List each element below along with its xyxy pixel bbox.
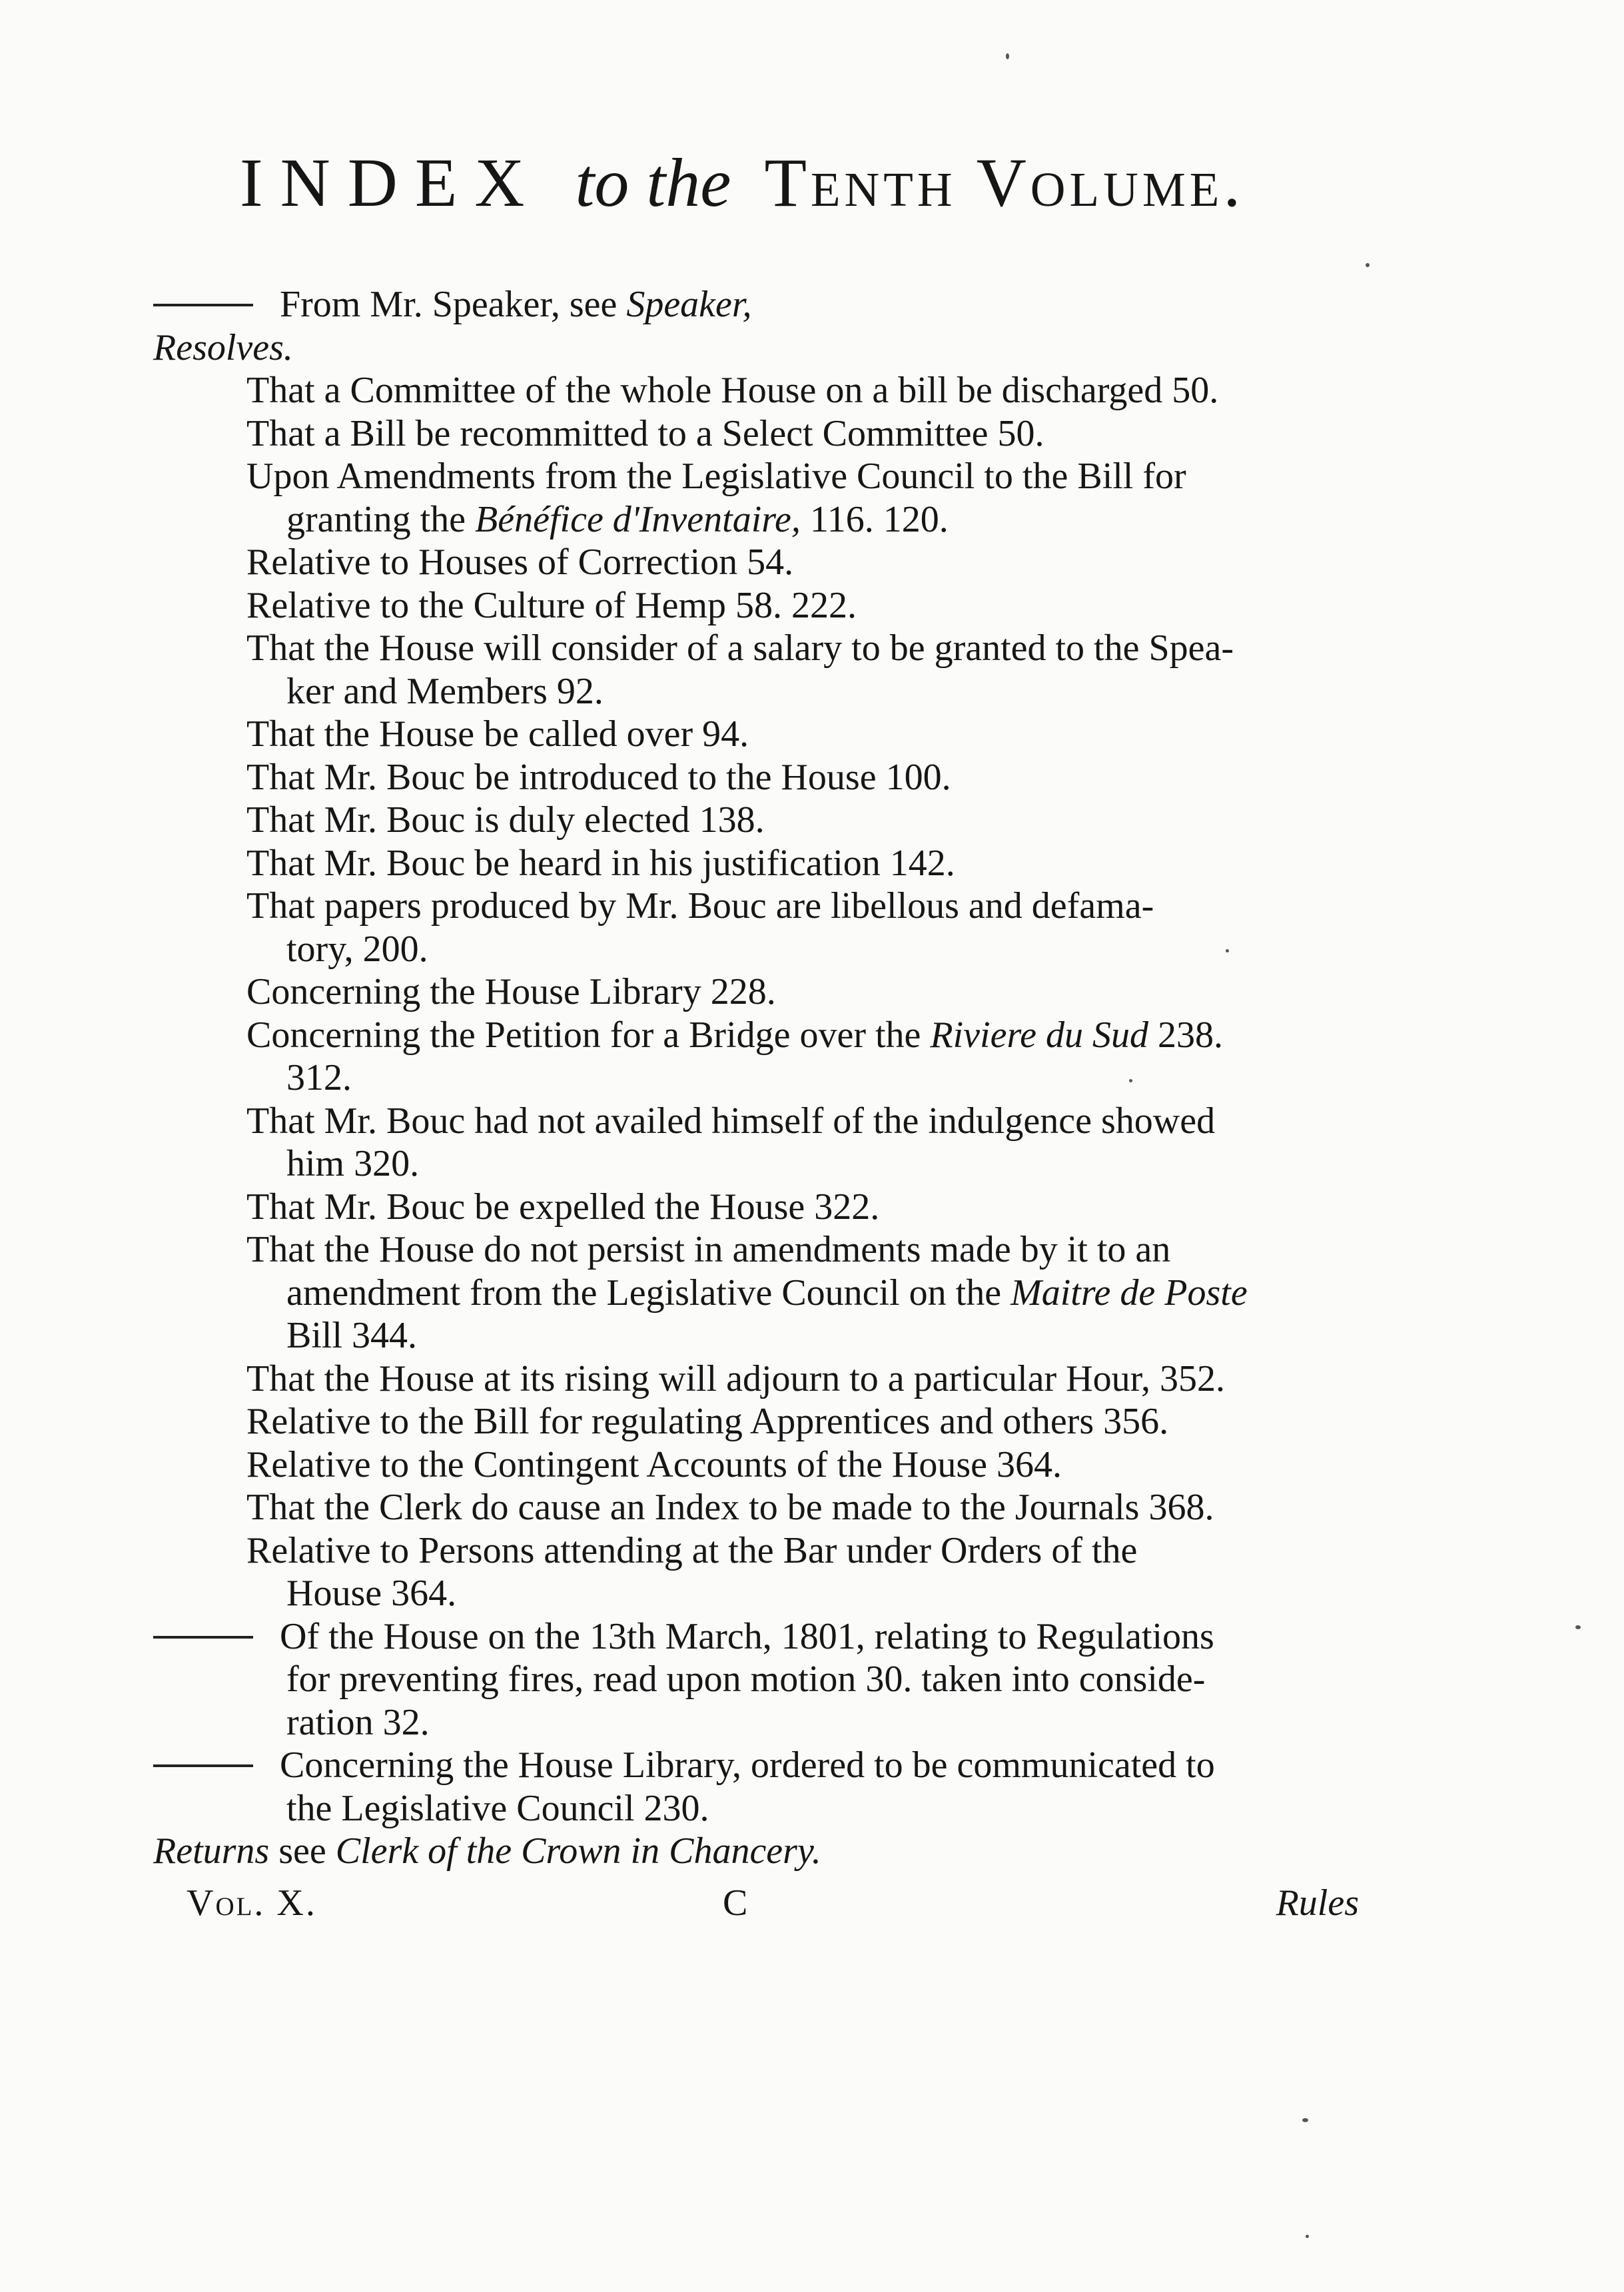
page-footer xyxy=(187,1882,1359,1935)
entry-text: granting the xyxy=(286,498,476,540)
index-entry-continuation xyxy=(153,1314,1406,1357)
entry-text: Concerning the House Library, ordered to be communicated to xyxy=(280,1744,1215,1786)
index-entry-continuation xyxy=(153,1658,1406,1701)
entry-text: tory, 200. xyxy=(286,928,428,970)
entry-text: That the House will consider of a salary to be granted to the Spea- xyxy=(246,627,1234,669)
index-entry xyxy=(153,1357,1406,1401)
entry-text: Relative to Houses of Correction 54. xyxy=(246,542,794,583)
catchword: Rules xyxy=(1276,1882,1359,1924)
entry-text: Relative to the Culture of Hemp 58. 222. xyxy=(246,584,857,626)
entry-text: That Mr. Bouc be expelled the House 322. xyxy=(246,1186,880,1228)
entry-text: Bill 344. xyxy=(286,1315,418,1356)
entry-text: That Mr. Bouc had not availed himself of the indulgence showed xyxy=(246,1100,1216,1142)
entry-text: ker and Members 92. xyxy=(286,670,604,712)
index-entry xyxy=(153,885,1406,928)
heading-volume-title: Tenth Volume. xyxy=(764,145,1245,221)
print-speck xyxy=(1226,949,1229,953)
index-entry-continuation xyxy=(153,1272,1406,1315)
entry-text: That a Bill be recommitted to a Select Committee 50. xyxy=(246,412,1044,454)
index-entry xyxy=(153,283,1406,326)
entry-italic-text: Speaker, xyxy=(626,284,752,325)
print-speck xyxy=(1575,1625,1581,1629)
entry-text: That the House be called over 94. xyxy=(246,713,749,755)
entry-text: That Mr. Bouc be introduced to the House 100. xyxy=(246,756,951,798)
index-entry xyxy=(153,541,1406,584)
index-entry xyxy=(153,412,1406,456)
entry-text: amendment from the Legislative Council on the xyxy=(286,1272,1011,1314)
index-entry xyxy=(153,369,1406,412)
entry-text: That the House do not persist in amendments made by it to an xyxy=(246,1229,1171,1270)
entry-text: ration 32. xyxy=(286,1701,430,1743)
index-entry xyxy=(153,1443,1406,1487)
index-entry xyxy=(153,1486,1406,1529)
index-entry-continuation xyxy=(153,928,1406,971)
print-speck xyxy=(1366,263,1370,267)
index-entry xyxy=(153,455,1406,498)
volume-number: Vol. X. xyxy=(187,1882,317,1924)
entry-text: That Mr. Bouc is duly elected 138. xyxy=(246,799,765,841)
index-entry-continuation xyxy=(153,498,1406,542)
entry-text: Concerning the House Library 228. xyxy=(246,971,776,1012)
entry-italic-text: Maitre de Poste xyxy=(1011,1272,1248,1314)
index-entry xyxy=(153,1615,1406,1659)
entry-text: That papers produced by Mr. Bouc are libellous and defama- xyxy=(246,885,1154,927)
index-entry xyxy=(153,1014,1406,1057)
entry-text: Concerning the Petition for a Bridge over the xyxy=(246,1014,931,1056)
index-entry xyxy=(153,1744,1406,1787)
entry-text: him 320. xyxy=(286,1143,420,1184)
entry-italic-text: Riviere du Sud xyxy=(930,1014,1149,1056)
print-speck xyxy=(1006,53,1009,59)
print-speck xyxy=(1129,1079,1132,1082)
index-entry xyxy=(153,584,1406,627)
heading-index-word: INDEX xyxy=(240,145,542,221)
index-entry xyxy=(153,627,1406,670)
entry-text: Relative to the Bill for regulating Apprentices and others 356. xyxy=(246,1401,1169,1442)
index-entry-continuation xyxy=(153,670,1406,713)
index-entry-continuation xyxy=(153,1142,1406,1186)
entry-italic-text: Resolves. xyxy=(153,326,293,368)
index-entry-continuation xyxy=(153,1787,1406,1830)
entry-text: Relative to Persons attending at the Bar under Orders of the xyxy=(246,1529,1138,1571)
entry-text: That a Committee of the whole House on a bill be discharged 50. xyxy=(246,370,1219,411)
index-entry xyxy=(153,1186,1406,1229)
index-entry xyxy=(153,326,1406,370)
entry-italic-text: Clerk of the Crown in Chancery. xyxy=(335,1830,821,1872)
index-entry xyxy=(153,1529,1406,1573)
index-entry xyxy=(153,756,1406,799)
entry-text: That the House at its rising will adjourn to a particular Hour, 352. xyxy=(246,1357,1225,1399)
entry-text: 238. xyxy=(1148,1014,1224,1056)
entry-text: Relative to the Contingent Accounts of the House 364. xyxy=(246,1443,1062,1485)
index-entry xyxy=(153,1830,1406,1873)
index-entry xyxy=(153,1100,1406,1143)
index-entry xyxy=(153,842,1406,885)
entry-italic-text: Returns xyxy=(153,1830,270,1872)
index-entry xyxy=(153,1228,1406,1272)
entry-italic-text: Bénéfice d'Inventaire, xyxy=(475,498,801,540)
index-entry xyxy=(153,799,1406,842)
heading-connector: to the xyxy=(575,145,731,221)
index-entry-continuation xyxy=(153,1572,1406,1615)
entry-text: 116. 120. xyxy=(800,498,949,540)
index-entry xyxy=(153,970,1406,1014)
entry-text: Of the House on the 13th March, 1801, relating to Regulations xyxy=(280,1615,1214,1657)
entry-text: 312. xyxy=(286,1057,352,1098)
index-entry xyxy=(153,1400,1406,1443)
entry-text: House 364. xyxy=(286,1573,457,1614)
entry-text: That Mr. Bouc be heard in his justification 142. xyxy=(246,842,955,884)
entry-text: for preventing fires, read upon motion 30. taken into conside- xyxy=(286,1659,1206,1700)
print-speck xyxy=(1306,2235,1309,2238)
index-entry-continuation xyxy=(153,1056,1406,1100)
entry-text: That the Clerk do cause an Index to be made to the Journals 368. xyxy=(246,1487,1214,1528)
entry-dash-rule xyxy=(153,1764,253,1767)
entry-text: Upon Amendments from the Legislative Council to the Bill for xyxy=(246,456,1186,497)
entry-dash-rule xyxy=(153,1636,253,1639)
print-speck xyxy=(1302,2118,1308,2122)
entry-dash-rule xyxy=(153,304,253,306)
entry-text: From Mr. Speaker, see xyxy=(280,284,627,325)
signature-mark: C xyxy=(723,1882,748,1924)
page-heading xyxy=(240,137,1372,230)
entry-text: see xyxy=(269,1830,336,1872)
index-entry xyxy=(153,713,1406,756)
entry-text: the Legislative Council 230. xyxy=(286,1787,709,1829)
index-entry-continuation xyxy=(153,1701,1406,1744)
index-entries xyxy=(153,283,1406,1873)
